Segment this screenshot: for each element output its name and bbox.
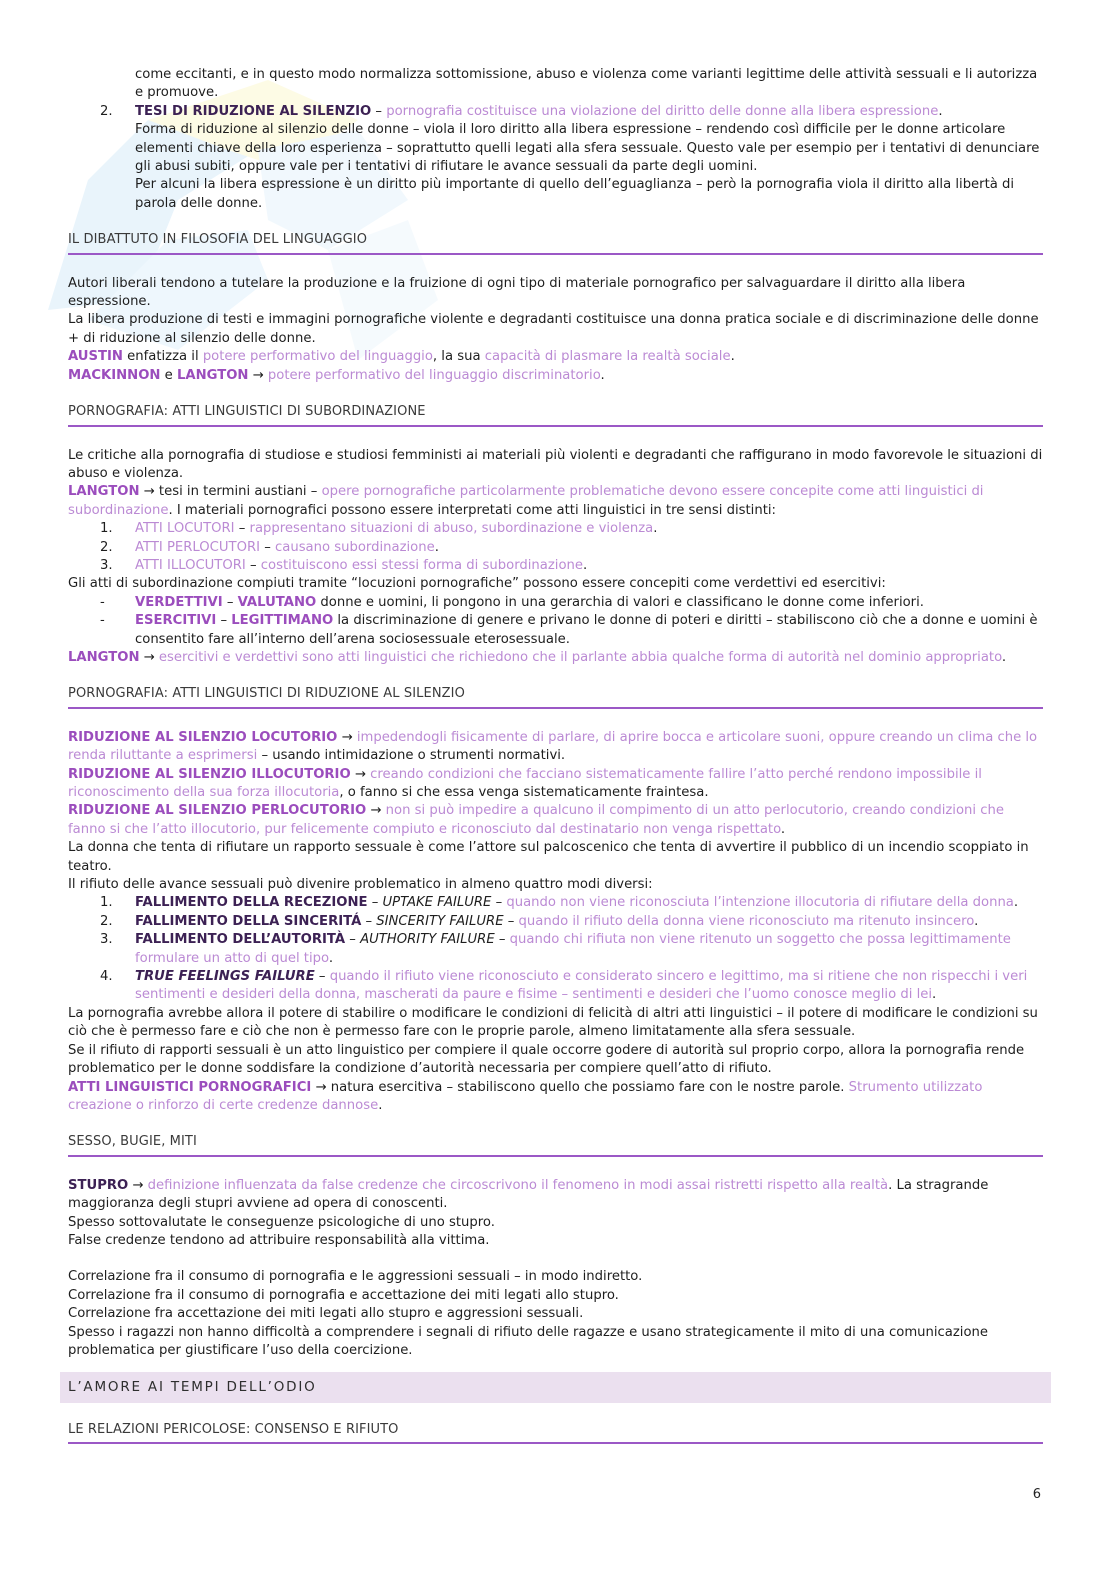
punct-text: . xyxy=(328,950,334,966)
dash-text: – xyxy=(371,103,387,119)
list-item xyxy=(68,520,1043,538)
highlight-text: quando chi rifiuta non viene ritenuto un soggetto che possa legittimamente formulare un atto di quel tipo xyxy=(135,932,1011,966)
paragraph xyxy=(68,766,1043,803)
list-item xyxy=(68,594,1043,612)
paragraph: Per alcuni la libera espressione è un diritto più importante di quello dell’eguaglianza – però la pornografia viola il diritto alla libertà di parola delle donne. xyxy=(135,177,1015,211)
failure-list xyxy=(68,894,1043,1004)
text: , o fanno si che essa venga sistematicamente fraintesa. xyxy=(339,785,709,800)
text: . xyxy=(730,349,735,365)
punct-text: . xyxy=(1001,649,1007,665)
highlight-text: causano subordinazione xyxy=(275,539,435,555)
text: . xyxy=(780,821,786,837)
failure-title: FALLIMENTO DELLA SINCERITÁ xyxy=(135,913,362,929)
list-number: 2. xyxy=(100,103,113,119)
list-item xyxy=(68,557,1043,575)
text: tesi in termini austiani – xyxy=(158,484,322,500)
keyword: RIDUZIONE AL SILENZIO LOCUTORIO xyxy=(68,729,338,745)
continued-text: come eccitanti, e in questo modo normalizza sottomissione, abuso e violenza come varianti legittime delle attività sessuali e li autorizza e promuove. xyxy=(135,67,1038,101)
list-item xyxy=(68,913,1043,931)
list-item xyxy=(68,539,1043,557)
dash-text: – xyxy=(216,613,232,629)
paragraph: La pornografia avrebbe allora il potere di stabilire o modificare le condizioni di felicità di altri atti linguistici – il potere di modificare le condizioni su ciò che è permesso fare e ciò che non è permesso fare con le proprie parole, almeno limitatamente alla sfera sessuale. xyxy=(68,1005,1038,1040)
chapter-title: L’AMORE AI TEMPI DELL’ODIO xyxy=(60,1372,1051,1402)
failure-en: TRUE FEELINGS FAILURE xyxy=(135,969,315,985)
spacer xyxy=(68,1250,1043,1268)
dash-text: – xyxy=(345,932,361,948)
failure-title: FALLIMENTO DELL’AUTORITÀ xyxy=(135,932,346,948)
section-heading: IL DIBATTUTO IN FILOSOFIA DEL LINGUAGGIO xyxy=(68,231,1043,254)
list-number: 2. xyxy=(100,913,113,929)
paragraph: Correlazione fra il consumo di pornografia e accettazione dei miti legati allo stupro. xyxy=(68,1287,619,1303)
page-content xyxy=(68,66,1043,1464)
text: – usando intimidazione o strumenti normativi. xyxy=(257,748,566,764)
act-label: ATTI LOCUTORI xyxy=(135,521,235,537)
paragraph: Forma di riduzione al silenzio delle donne – viola il loro diritto alla libera espressione – rendendo così difficile per le donne articolare elementi chiave della loro esperienza – soprattutto quelli legati alla sfera sessuale. Questo vale per esempio per i tentativi di denunciare gli abusi subiti, oppure vale per i tentativi di rifiutare le avance sessuali da parte degli uomini. xyxy=(135,122,1040,175)
arrow-text: → xyxy=(337,729,357,745)
keyword: RIDUZIONE AL SILENZIO ILLOCUTORIO xyxy=(68,766,351,782)
paragraph xyxy=(68,1177,1043,1214)
dash-text: – xyxy=(494,932,510,948)
punct-text: . xyxy=(434,539,439,555)
paragraph xyxy=(68,729,1043,766)
act-label: ATTI ILLOCUTORI xyxy=(135,557,246,573)
punct-text: . xyxy=(1013,895,1019,911)
text: e xyxy=(160,367,177,383)
list-number: 3. xyxy=(100,557,113,573)
section-heading: SESSO, BUGIE, MITI xyxy=(68,1133,1043,1156)
highlight-text: creando condizioni che facciano sistematicamente fallire l’atto perché rendono impossibile il riconoscimento della sua forza illocutoria xyxy=(68,766,982,800)
list-item xyxy=(68,66,1043,103)
section-heading: PORNOGRAFIA: ATTI LINGUISTICI DI SUBORDINAZIONE xyxy=(68,403,1043,426)
text: , la sua xyxy=(432,349,485,365)
punct-text: . xyxy=(583,557,588,573)
paragraph xyxy=(68,649,1043,667)
paragraph: False credenze tendono ad attribuire responsabilità alla vittima. xyxy=(68,1232,490,1248)
keyword: ATTI LINGUISTICI PORNOGRAFICI xyxy=(68,1079,312,1095)
paragraph: Le critiche alla pornografia di studiose e studiosi femministi ai materiali più violenti e degradanti che raffigurano in modo favorevole le situazioni di abuso e violenza. xyxy=(68,447,1043,481)
paragraph: Spesso sottovalutate le conseguenze psicologiche di uno stupro. xyxy=(68,1214,495,1230)
paragraph: La libera produzione di testi e immagini pornografiche violente e degradanti costituisce una donna pratica sociale e di discriminazione delle donne + di riduzione al silenzio delle donne. xyxy=(68,312,1039,346)
page-number: 6 xyxy=(1032,1487,1041,1502)
arrow-text: → xyxy=(366,803,386,819)
paragraph: Correlazione fra accettazione dei miti legati allo stupro e aggressioni sessuali. xyxy=(68,1306,584,1322)
keyword: MACKINNON xyxy=(68,367,161,383)
dash-text: – xyxy=(260,539,275,555)
paragraph: Autori liberali tendono a tutelare la produzione e la fruizione di ogni tipo di materiale pornografico per salvaguardare il diritto alla libera espressione. xyxy=(68,275,966,310)
list-item xyxy=(68,931,1043,968)
dash-text: – xyxy=(361,913,377,929)
arrow-text: → xyxy=(311,1079,331,1095)
highlight-text: potere performativo del linguaggio xyxy=(202,349,433,365)
highlight-text: costituiscono essi stessi forma di subordinazione xyxy=(260,557,583,573)
paragraph: Spesso i ragazzi non hanno difficoltà a comprendere i segnali di rifiuto delle ragazze e usano strategicamente il mito di una comunicazione problematica per giustificare l’uso della coercizione. xyxy=(68,1324,989,1358)
bullet: - xyxy=(100,594,105,610)
text: . La stragrande maggioranza degli stupri avviene ad opera di conoscenti. xyxy=(68,1177,989,1212)
paragraph: Gli atti di subordinazione compiuti tramite “locuzioni pornografiche” possono essere concepiti come verdettivi ed esercitivi: xyxy=(68,576,886,592)
highlight-text: quando il rifiuto viene riconosciuto e considerato sincero e legittimo, ma si ritiene che non rispecchi i veri sentimenti e desideri della donna, mascherati da paure e fisime – sentimenti e desideri che l’uomo conosce meglio di lei xyxy=(135,969,1028,1003)
highlight-text: quando il rifiuto della donna viene riconosciuto ma ritenuto insincero xyxy=(518,913,975,929)
keyword: AUSTIN xyxy=(68,349,123,365)
section-heading: PORNOGRAFIA: ATTI LINGUISTICI DI RIDUZIONE AL SILENZIO xyxy=(68,685,1043,708)
paragraph: La donna che tenta di rifiutare un rapporto sessuale è come l’attore sul palcoscenico che tenta di avvertire il pubblico di un incendio scoppiato in teatro. xyxy=(68,840,1029,874)
punct-text: . xyxy=(932,987,937,1003)
keyword: LANGTON xyxy=(68,649,140,665)
section-heading: LE RELAZIONI PERICOLOSE: CONSENSO E RIFIUTO xyxy=(68,1421,1043,1444)
highlight-text: pornografia costituisce una violazione del diritto delle donne alla libera espressione xyxy=(386,103,939,119)
list-item xyxy=(68,612,1043,649)
paragraph xyxy=(68,483,1043,520)
punct-text: . xyxy=(378,1097,383,1113)
text: donne e uomini, li pongono in una gerarchia di valori e classificano le donne come inferiori. xyxy=(316,594,924,610)
keyword: STUPRO xyxy=(68,1177,129,1193)
acts-list xyxy=(68,520,1043,575)
arrow-text: → xyxy=(139,649,159,665)
highlight-text: Strumento utilizzato creazione o rinforzo di certe credenze dannose xyxy=(68,1079,983,1113)
highlight-text: opere pornografiche particolarmente problematiche devono essere concepite come atti linguistici di subordinazione xyxy=(68,484,984,518)
keyword: LEGITTIMANO xyxy=(231,613,334,629)
failure-en: UPTAKE FAILURE xyxy=(382,895,492,911)
text: . I materiali pornografici possono essere interpretati come atti linguistici in tre sensi distinti: xyxy=(168,502,776,518)
highlight-text: impedendogli fisicamente di parlare, di aprire bocca e articolare suoni, oppure creando un clima che lo renda riluttante a esprimersi xyxy=(68,729,1038,764)
failure-en: AUTHORITY FAILURE xyxy=(360,932,495,948)
paragraph: Se il rifiuto di rapporti sessuali è un atto linguistico per compiere il quale occorre godere di autorità sul proprio corpo, allora la pornografia rende problematico per le donne soddisfare la condizione d’autorità necessaria per compiere quell’atto di rifiuto. xyxy=(68,1042,1025,1077)
paragraph xyxy=(68,367,1043,385)
dash-text: – xyxy=(245,557,261,573)
punct-text: . xyxy=(974,913,979,929)
highlight-text: capacità di plasmare la realtà sociale xyxy=(484,349,731,365)
paragraph xyxy=(68,802,1043,839)
speech-act-list xyxy=(68,594,1043,649)
bullet: - xyxy=(100,613,105,629)
list-item xyxy=(68,968,1043,1005)
punct-text: . xyxy=(653,521,658,537)
list-number: 2. xyxy=(100,539,113,555)
highlight-text: potere performativo del linguaggio discriminatorio xyxy=(267,367,601,383)
keyword: RIDUZIONE AL SILENZIO PERLOCUTORIO xyxy=(68,803,367,819)
paragraph xyxy=(68,1079,1043,1116)
paragraph: Correlazione fra il consumo di pornografia e le aggressioni sessuali – in modo indiretto. xyxy=(68,1269,643,1285)
act-label: ATTI PERLOCUTORI xyxy=(135,539,261,555)
keyword: ESERCITIVI xyxy=(135,613,217,629)
text: la discriminazione di genere e privano le donne di poteri e diritti – stabiliscono ciò che a donne e uomini è consentito fare all’interno dell’arena sociosessuale eterosessuale. xyxy=(135,613,1038,647)
list-number: 3. xyxy=(100,932,113,948)
highlight-text: quando non viene riconosciuta l’intenzione illocutoria di rifiutare della donna xyxy=(506,895,1014,911)
punct-text: . xyxy=(938,103,943,119)
dash-text: – xyxy=(503,913,519,929)
list-number: 4. xyxy=(100,969,113,985)
list-number: 1. xyxy=(100,521,113,537)
arrow-text: → xyxy=(128,1177,148,1193)
dash-text: – xyxy=(367,895,383,911)
highlight-text: non si può impedire a qualcuno il compimento di un atto perlocutorio, creando condizioni che fanno si che l’atto illocutorio, pur felicemente compiuto e riconosciuto dal destinatario non venga rispettato xyxy=(68,803,1004,837)
list-item xyxy=(68,103,1043,213)
text: natura esercitiva – stabiliscono quello che possiamo fare con le nostre parole. xyxy=(330,1079,849,1095)
keyword: LANGTON xyxy=(68,484,140,500)
highlight-text: esercitivi e verdettivi sono atti linguistici che richiedono che il parlante abbia qualche forma di autorità nel dominio appropriato xyxy=(158,649,1002,665)
arrow-text: → xyxy=(350,766,371,782)
highlight-text: rappresentano situazioni di abuso, subordinazione e violenza xyxy=(249,521,654,537)
list-item xyxy=(68,894,1043,912)
thesis-list xyxy=(68,66,1043,213)
list-number: 1. xyxy=(100,895,113,911)
dash-text: – xyxy=(234,521,250,537)
dash-text: – xyxy=(314,969,330,985)
paragraph xyxy=(68,348,1043,366)
keyword: LANGTON xyxy=(176,367,249,383)
highlight-text: definizione influenzata da false credenze che circoscrivono il fenomeno in modi assai ristretti rispetto alla realtà xyxy=(147,1177,889,1193)
failure-en: SINCERITY FAILURE xyxy=(376,913,504,929)
failure-title: FALLIMENTO DELLA RECEZIONE xyxy=(135,895,368,911)
dash-text: – xyxy=(491,895,507,911)
thesis-title: TESI DI RIDUZIONE AL SILENZIO xyxy=(135,103,372,119)
text: enfatizza il xyxy=(122,349,203,365)
arrow-text: → xyxy=(248,367,268,383)
keyword: VALUTANO xyxy=(237,594,317,610)
keyword: VERDETTIVI xyxy=(135,594,223,610)
paragraph: Il rifiuto delle avance sessuali può divenire problematico in almeno quattro modi diversi: xyxy=(68,877,653,893)
dash-text: – xyxy=(222,594,238,610)
text: . xyxy=(600,367,605,383)
arrow-text: → xyxy=(139,484,159,500)
